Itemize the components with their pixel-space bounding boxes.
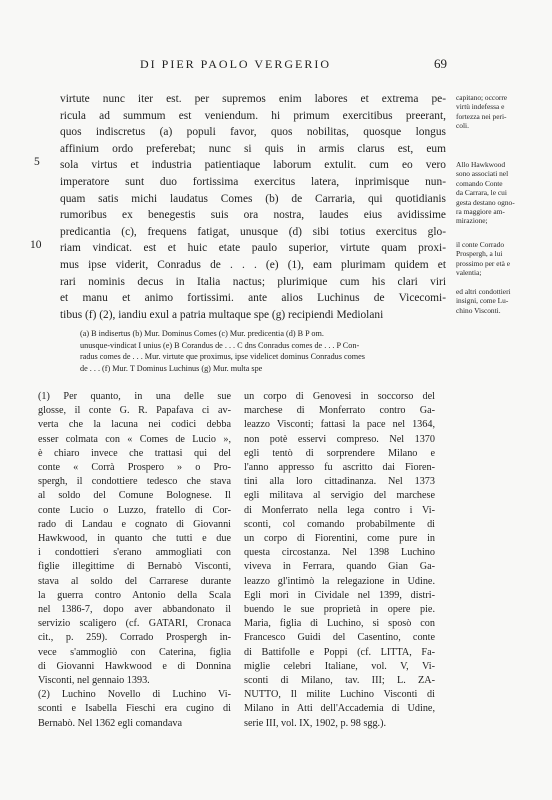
footnotes-right-column [244,390,435,731]
footnote-line: buendo le sue proprietà in opere pie. [244,604,435,616]
text-line: predicantia (c), frequens fatigat, unusque (d) sibi totius exercitus glo- [60,225,446,238]
text-line: rumoribus ex benegestis suis ora nostra, laudes eius avidissime [60,209,446,222]
footnote-line: serie III, vol. IX, 1902, p. 98 sgg.). [244,717,387,729]
marginal-note: ed altri condottieri insigni, come Lu- chino Visconti. [456,287,511,315]
footnotes-left-column [38,390,231,731]
footnote-line: vece s'ammogliò con Caterina, figlia [38,646,231,658]
apparatus-line: de . . . (f) Mur. T Dominus Luchinus (g) Mur. multa spe [80,363,263,373]
footnote-line: tini alla loro cittadinanza. Nel 1373 [244,476,435,488]
text-line: virtute nunc iter est. per supremos enim labores et extrema pe- [60,93,446,105]
footnote-line: NUTTO, Il milite Luchino Visconti di [244,689,435,701]
footnote-line: (2) Luchino Novello di Luchino Vi- [38,689,231,701]
footnote-line: glosse, il conte G. R. Papafava ci av- [38,405,231,417]
footnote-line: la guerra contro Antonio della Scala [38,589,231,601]
marginal-note: il conte Corrado Prospergh, a lui prossimo per età e valentia; [456,240,510,278]
page-number: 69 [434,56,447,71]
line-number: 5 [34,156,40,168]
footnote-line: viveva in Ferrara, quando Gian Ga- [244,561,435,573]
footnote-line: i condottieri s'erano ammogliati con [38,547,231,559]
marginal-note: capitano; occorre virtù indefessa e fortezza nei peri- coli. [456,93,508,131]
footnote-line: sconti, col comando probabilmente di [244,518,435,530]
footnote-line: Francesco Guidi del Casentino, conte [244,632,435,644]
footnote-line: conte Lucio o Luzzo, fratello di Cor- [38,504,231,516]
text-line: riam vindicat. est et huic etate paulo superior, virtute quam proxi- [60,242,446,255]
footnote-line: verta che la lacuna nei codici debba [38,419,231,431]
footnote-line: leazzo gl'intimò la relegazione in Udine. [244,575,435,587]
footnote-line: questa circostanza. Nel 1398 Luchino [244,547,435,559]
footnote-line: di Battifolle e Poppi (cf. LITTA, Fa- [244,646,435,658]
text-line: quam satis michi laudatus Comes (b) de Carraria, qui quotidianis [60,192,446,205]
text-line: mus ipse viderit, Conradus de . . . (e) (1), eam plurimam quidem et [60,258,446,271]
footnote-line: miglie celebri Italiane, vol. V, Vi- [244,660,435,672]
footnote-line: figlie illegittime di Bernabò Visconti, [38,561,231,573]
footnote-line: leazzo Visconti; fattasi la pace nel 1364, [244,419,435,431]
footnote-line: conte « Corrà Prospero » o Pro- [38,462,231,474]
footnote-line: egli militava al servigio del marchese [244,490,435,502]
footnote-line: di Giovanni Hawkwood e di Donnina [38,660,231,672]
footnote-line: Hawkwood, in quanto che tutti e due [38,533,231,545]
main-latin-text [60,91,446,323]
footnote-line: di Monferrato nella lega contro i Vi- [244,504,435,516]
text-line: tibus (f) (2), iandiu exul a patria multaque spe (g) recipiendi Mediolani [60,308,384,321]
footnote-line: Bernabò. Nel 1362 egli comandava [38,717,182,729]
footnote-line: l'anno appresso fu ascritto dai Fioren- [244,462,435,474]
footnote-line: al soldo del Comune Bolognese. Il [38,490,231,502]
footnote-line: sconti di Milano, tav. III; L. ZA- [244,675,435,687]
apparatus-line: unusque-vindicat I unius (e) B Corandus de . . . C dns Conradus comes de . . . P Con- [80,340,360,350]
footnote-line: spergh, il condottiere tedesco che stava [38,476,231,488]
footnote-line: Milano in Atti dell'Accademia di Udine, [244,703,435,715]
footnote-line: cit., p. 259). Corrado Prospergh in- [38,632,231,644]
apparatus-line: radus comes de . . . Mur. virtute que proximus, ipse videlicet dominus Conradus comes [80,352,365,361]
footnote-line: un corpo di Genovesi in soccorso del [244,391,435,402]
text-line: imperatore sunt duo fortissima exercitus latera, inprimisque nun- [60,175,446,188]
footnote-line: Egli morì in Cividale nel 1399, distri- [244,589,435,601]
text-line: quos indiscretus (a) populi favor, quos nobilitas, quosque longus [60,126,446,139]
footnote-line: rado di Landau e cognato di Giovanni [38,518,231,530]
footnote-line: (1) Per quanto, in una delle sue [38,391,231,402]
footnote-line: servizio scaligero (cf. GATARI, Cronaca [38,618,231,630]
footnote-line: sconti e Isabella Fieschi era cugino di [38,703,231,715]
footnote-line: Visconti, nel gennaio 1393. [38,675,150,687]
critical-apparatus [80,328,450,374]
text-line: affinium ordo preferebat; nunc si quis in armis clarus est, eum [60,142,446,155]
text-line: ricula ad summum est veniendum. hi primum exercitibus preerant, [60,109,446,122]
footnote-line: egli tentò di sorprendere Milano e [244,447,435,459]
footnote-line: non potè esservi compreso. Nel 1370 [244,433,435,445]
footnote-line: un corpo di Fiorentini, come pure in [244,533,435,545]
footnote-line: Maria, figlia di Luchino, si sposò con [244,618,435,630]
text-line: sola virtus et industria patientiaque laborum extulit. cum eo vero [60,159,446,172]
running-title: DI PIER PAOLO VERGERIO [140,57,332,71]
text-line: rari nominis decus in Italia nactus; plurimique cum his clari viri [60,275,446,288]
footnote-line: nel 1386-7, dopo aver abbandonato il [38,604,231,616]
footnote-line: è chiaro invece che trattasi qui del [38,447,231,459]
footnote-line: esser colmata con « Comes de Lucio », [38,433,231,445]
text-line: et manu et animo fortissimi. ante alios Luchinus de Vicecomi- [60,292,446,305]
footnote-line: stava al soldo del Carrarese durante [38,575,231,587]
footnote-line: marchese di Monferrato contro Ga- [244,405,435,417]
apparatus-line: (a) B indisertus (b) Mur. Dominus Comes (c) Mur. predicentia (d) B P om. [80,329,324,338]
marginal-note: Allo Hawkwood sono associati nel comando Conte da Carrara, le cui gesta destano ogno- ra maggiore am- mirazione; [456,160,515,226]
line-number: 10 [30,239,42,251]
